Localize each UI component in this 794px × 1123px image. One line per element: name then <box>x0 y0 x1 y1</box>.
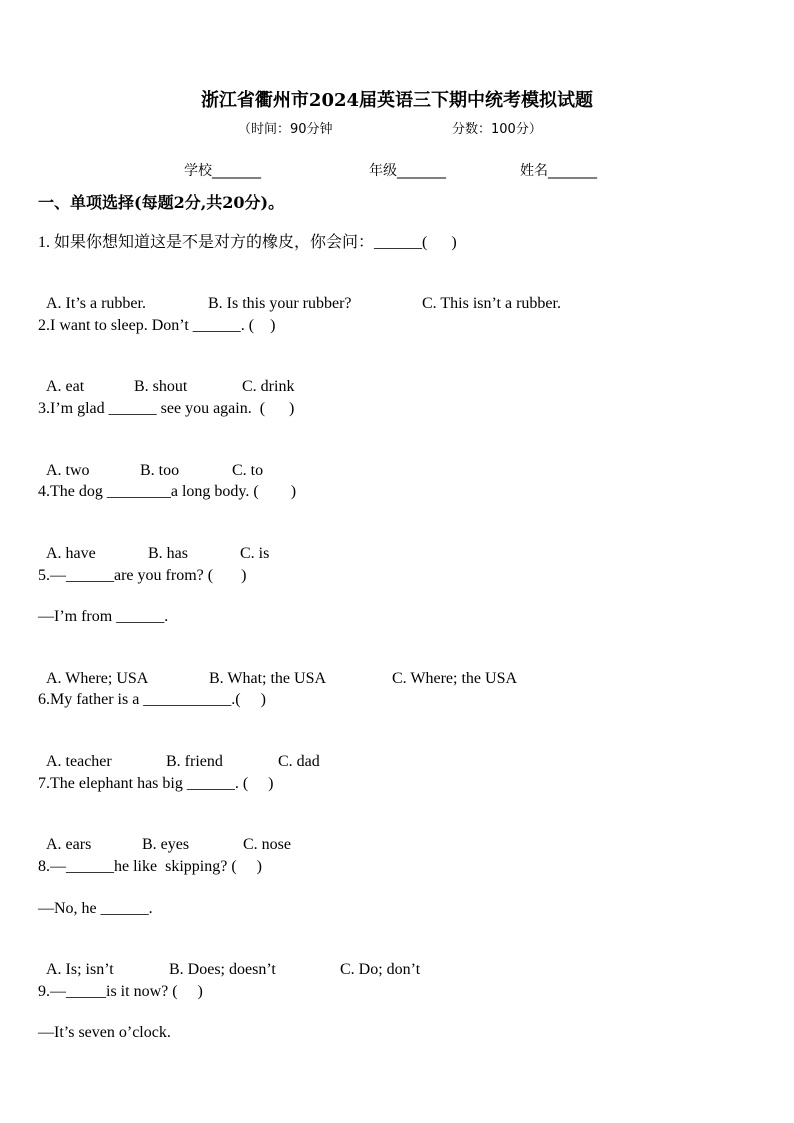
question-stem: 8.—______he like skipping? ( ) <box>38 858 262 875</box>
option-a: A. It’s a rubber. <box>46 295 146 312</box>
question-options <box>38 649 517 689</box>
school-field: 学校_______ <box>184 163 261 179</box>
option-a: A. have <box>46 545 96 562</box>
option-a: A. two <box>46 462 90 479</box>
option-b: B. friend <box>166 753 223 770</box>
option-c: C. This isn’t a rubber. <box>422 295 561 312</box>
question-options <box>38 524 269 564</box>
option-b: B. has <box>148 545 188 562</box>
question-options <box>38 274 561 314</box>
question-stem: 1. 如果你想知道这是不是对方的橡皮，你会问：______( ) <box>38 234 457 251</box>
question-options <box>38 940 420 980</box>
question-stem: 3.I’m glad ______ see you again. ( ) <box>38 400 295 417</box>
exam-time: （时间：90分钟 <box>238 122 333 137</box>
question-stem: 9.—_____is it now? ( ) <box>38 983 203 1000</box>
option-b: B. Is this your rubber? <box>208 295 352 312</box>
option-b: B. shout <box>134 378 188 395</box>
page-title: 浙江省衢州市2024届英语三下期中统考模拟试题 <box>200 90 594 111</box>
question-stem: 2.I want to sleep. Don’t ______. ( ) <box>38 317 276 334</box>
option-a: A. Is; isn’t <box>46 961 114 978</box>
option-c: C. drink <box>242 378 295 395</box>
option-c: C. nose <box>243 836 291 853</box>
question-options <box>38 732 320 772</box>
option-b: B. too <box>140 462 180 479</box>
question-options <box>38 441 263 481</box>
option-a: A. ears <box>46 836 92 853</box>
option-c: C. Where; the USA <box>392 670 518 687</box>
exam-score: 分数：100分） <box>452 122 542 137</box>
option-c: C. to <box>232 462 264 479</box>
question-options <box>38 357 294 397</box>
option-c: C. Do; don’t <box>340 961 421 978</box>
question-stem: 6.My father is a ___________.( ) <box>38 691 266 708</box>
option-b: B. eyes <box>142 836 190 853</box>
option-c: C. is <box>240 545 270 562</box>
option-b: B. Does; doesn’t <box>169 961 276 978</box>
option-a: A. teacher <box>46 753 112 770</box>
question-stem: 4.The dog ________a long body. ( ) <box>38 483 297 500</box>
option-b: B. What; the USA <box>209 670 327 687</box>
question-reply: —It’s seven o’clock. <box>38 1024 171 1041</box>
question-options <box>38 815 291 855</box>
section-heading: 一、单项选择(每题2分,共20分)。 <box>38 193 285 212</box>
question-stem: 5.—______are you from? ( ) <box>38 567 247 584</box>
option-a: A. Where; USA <box>46 670 149 687</box>
question-reply: —I’m from ______. <box>38 608 169 625</box>
option-a: A. eat <box>46 378 85 395</box>
name-field: 姓名_______ <box>520 163 597 179</box>
question-stem: 7.The elephant has big ______. ( ) <box>38 775 274 792</box>
grade-field: 年级_______ <box>369 163 446 179</box>
question-reply: —No, he ______. <box>38 900 153 917</box>
option-c: C. dad <box>278 753 320 770</box>
